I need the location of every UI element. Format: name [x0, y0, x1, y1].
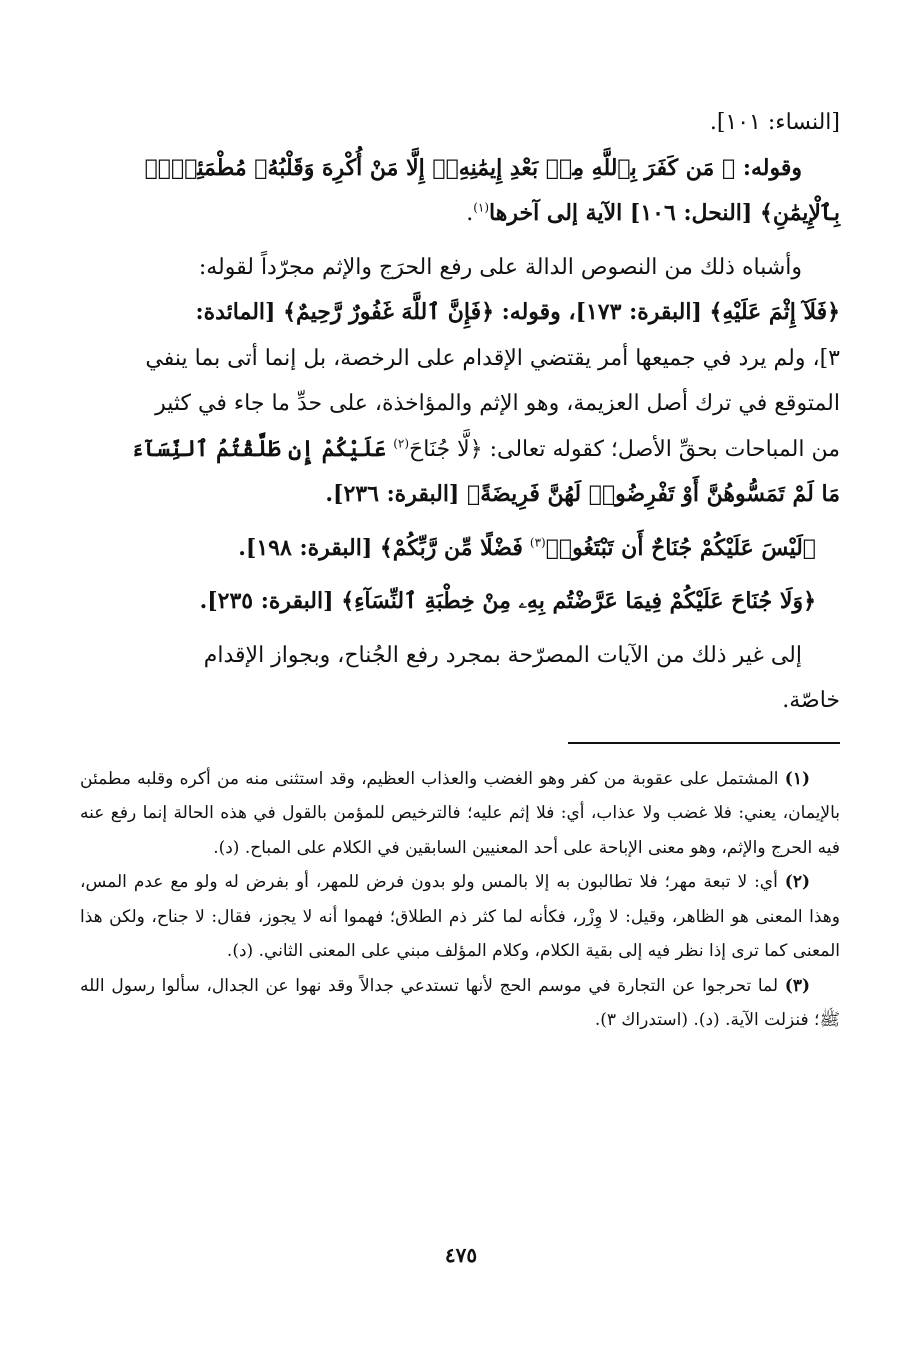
text-line: ﴿وَلَا جُنَاحَ عَلَيْكُمْ فِيمَا عَرَّضْتُم بِهِۦ مِنْ خِطْبَةِ ٱلنِّسَآءِ﴾ [البقرة: ٢٣٥].: [199, 588, 816, 614]
footnote-number: (١): [784, 768, 810, 789]
footnote-number: (٣): [784, 975, 811, 996]
text-line: ﴿فَلَآ إِثْمَ عَلَيْهِ﴾ [البقرة: ١٧٣]، وقوله: ﴿فَإِنَّ ٱللَّهَ غَفُورٌ رَّحِيمٌ﴾ [المائدة:: [195, 299, 840, 325]
page-number: ٤٧٥: [444, 1243, 478, 1267]
main-text: [80, 100, 840, 724]
text-line: بِٱلْإِيمَٰنِ﴾ [النحل: ١٠٦] الآية إلى آخرها$^{(١)}$.: [466, 200, 840, 226]
page-body: [80, 100, 840, 1038]
footnote-3: (٣) لما تحرجوا عن التجارة في موسم الحج لأنها تستدعي جدالاً وقد نهوا عن الجدال، سألوا رسول الله ﷺ؛ فنزلت الآية. (د). (استدراك ٣).: [80, 975, 840, 1030]
text-line: إلى غير ذلك من الآيات المصرّحة بمجرد رفع الجُناح، وبجواز الإقدام: [203, 642, 802, 668]
text-line: مَا لَمْ تَمَسُّوهُنَّ أَوْ تَفْرِضُوا۟ لَهُنَّ فَرِيضَةً﴾ [البقرة: ٢٣٦].: [325, 481, 840, 507]
text-line: ٣]، ولم يرد في جميعها أمر يقتضي الإقدام على الرخصة، بل إنما أتى بما ينفي: [145, 345, 840, 371]
text-line: وقوله: ﴿ مَن كَفَرَ بِٱللَّهِ مِنۢ بَعْدِ إِيمَٰنِهِۦٓ إِلَّا مَنْ أُكْرِهَ وَقَلْبُهُۥ مُطْمَئِنٌّۢ: [144, 154, 802, 181]
footnote-number: (٢): [784, 872, 810, 892]
text-line: خاصّة.: [782, 688, 840, 713]
text-line: من المباحات بحقِّ الأصل؛ كقوله تعالى: ﴿لَّا جُنَاحَ$^{(٢)}$ عَلَيْكُمْ إِن طَلَّقْتُمُ ٱلنِّسَآءَ: [131, 435, 840, 462]
footnote-ref[interactable]: (٣): [529, 535, 546, 550]
text-line: وأشباه ذلك من النصوص الدالة على رفع الحرَج والإثم مجرّداً لقوله:: [198, 254, 802, 280]
footnotes: [80, 762, 840, 1038]
footnote-ref[interactable]: (٢): [393, 436, 410, 451]
footnote-separator: [568, 742, 840, 744]
text-line: ﴿لَيْسَ عَلَيْكُمْ جُنَاحٌ أَن تَبْتَغُوا۟$^{(٣)}$ فَضْلًا مِّن رَّبِّكُمْ﴾ [البقرة: ١٩٨].: [238, 534, 816, 561]
footnote-2: (٢) أي: لا تبعة مهر؛ فلا تطالبون به إلا بالمس ولو بدون فرض للمهر، أو بفرض له ولو مع عدم المس، وهذا المعنى هو الظاهر، وقيل: لا وِزْر، فكأنه لما كثر ذم الطلاق؛ فهموا أنه لا يجوز، فقال: لا جناح، ولكن هذا المعنى كما ترى إذا نظر فيه إلى بقية الكلام، وكلام المؤلف مبني على المعنى الثاني. (د).: [80, 872, 840, 961]
text-line: المتوقع في ترك أصل العزيمة، وهو الإثم والمؤاخذة، على حدِّ ما جاء في كثير: [155, 391, 840, 416]
text-line: [النساء: ١٠١].: [709, 110, 840, 135]
footnote-1: (١) المشتمل على عقوبة من كفر وهو الغضب والعذاب العظيم، وقد استثنى منه من أكره وقلبه مطمئن بالإيمان، يعني: فلا غضب ولا عذاب، أي: فلا إثم عليه؛ فالترخيص للمؤمن بالقول في هذه الحالة إنما رفع عنه فيه الحرج والإثم، وهو معنى الإباحة على أحد المعنيين السابقين في الكلام على المباح. (د).: [80, 768, 840, 858]
footnote-ref[interactable]: (١): [473, 200, 490, 215]
